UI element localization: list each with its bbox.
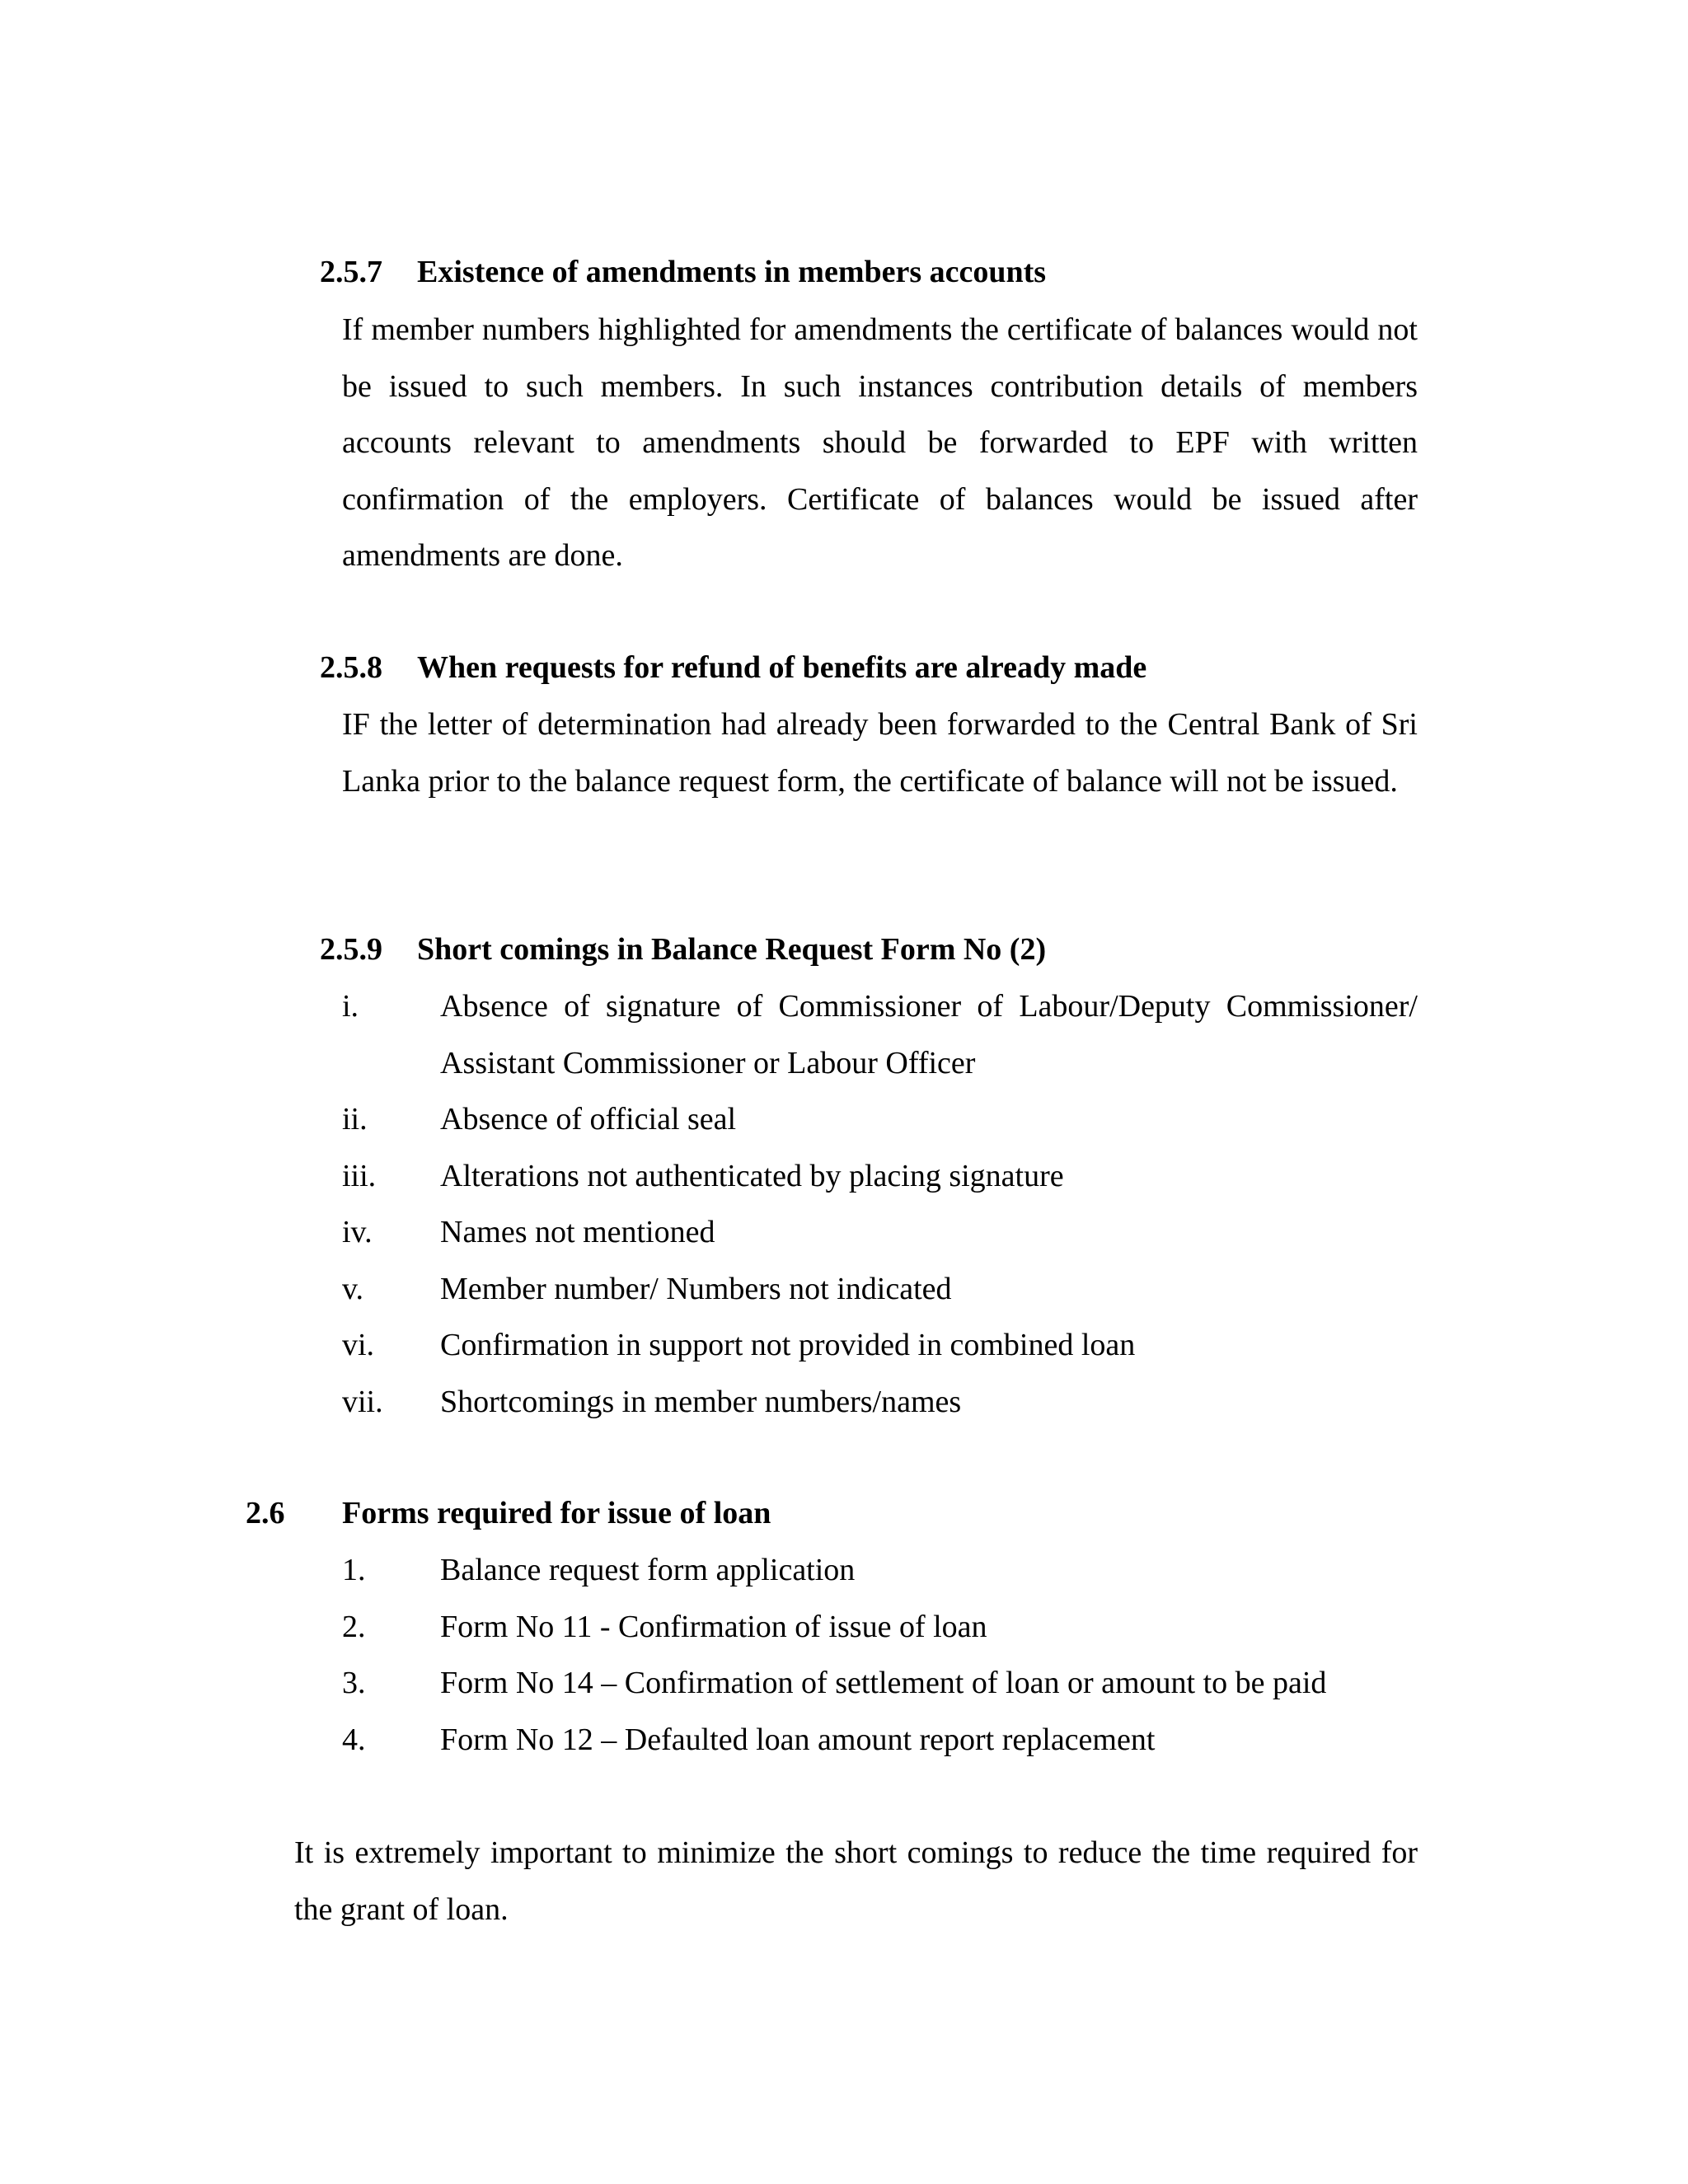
- section-number: 2.5.7: [320, 255, 382, 289]
- list-marker: i.: [342, 989, 359, 1024]
- section-2-5-7-body: If member numbers highlighted for amendments the certificate of balances would not be issued to such members. In such instances contribution details of members accounts relevant to amendments should be forwarded to EPF with written confirmation of the employers. Certificate of balances would be issued after amendments are done.: [342, 312, 1418, 573]
- list-marker: 2.: [342, 1609, 366, 1644]
- list-item: [342, 1712, 1418, 1769]
- list-item-text: Member number/ Numbers not indicated: [440, 1271, 952, 1306]
- list-marker: 4.: [342, 1722, 366, 1757]
- list-item-text: Absence of official seal: [440, 1102, 737, 1137]
- section-title: Forms required for issue of loan: [342, 1496, 771, 1530]
- section-title: When requests for refund of benefits are already made: [417, 650, 1147, 685]
- list-item-text: Form No 11 - Confirmation of issue of loan: [440, 1609, 987, 1644]
- list-marker: 3.: [342, 1666, 366, 1700]
- list-item-text: Form No 14 – Confirmation of settlement of loan or amount to be paid: [440, 1666, 1327, 1700]
- list-marker: vi.: [342, 1328, 375, 1362]
- list-item: [342, 1148, 1418, 1205]
- section-title: Existence of amendments in members accounts: [417, 255, 1047, 289]
- list-marker: vii.: [342, 1384, 383, 1419]
- list-marker: v.: [342, 1271, 364, 1306]
- list-item: [342, 1261, 1418, 1318]
- list-item: [342, 1091, 1418, 1148]
- section-number: 2.5.9: [320, 932, 382, 967]
- list-item-text: Names not mentioned: [440, 1215, 715, 1249]
- list-item-text: Absence of signature of Commissioner of Labour/Deputy Commissioner/ Assistant Commissioner or Labour Officer: [440, 989, 1418, 1080]
- list-marker: iii.: [342, 1158, 377, 1193]
- list-item: [342, 1599, 1418, 1656]
- list-item: [342, 978, 1418, 1091]
- section-number: 2.6: [246, 1496, 285, 1530]
- shortcomings-list: [342, 978, 1418, 1430]
- list-item: [342, 1655, 1418, 1712]
- list-item: [342, 1317, 1418, 1374]
- section-2-5-8-body: IF the letter of determination had already been forwarded to the Central Bank of Sri Lanka prior to the balance request form, the certificate of balance will not be issued.: [342, 707, 1418, 799]
- list-marker: 1.: [342, 1553, 366, 1587]
- section-title: Short comings in Balance Request Form No (2): [417, 932, 1047, 967]
- list-item: [342, 1204, 1418, 1261]
- list-item: [342, 1542, 1418, 1599]
- section-number: 2.5.8: [320, 650, 382, 685]
- list-marker: ii.: [342, 1102, 368, 1137]
- forms-list: [342, 1542, 1418, 1768]
- list-item-text: Confirmation in support not provided in combined loan: [440, 1328, 1136, 1362]
- list-item: [342, 1374, 1418, 1431]
- list-item-text: Balance request form application: [440, 1553, 856, 1587]
- list-item-text: Alterations not authenticated by placing signature: [440, 1158, 1064, 1193]
- list-item-text: Shortcomings in member numbers/names: [440, 1384, 962, 1419]
- list-marker: iv.: [342, 1215, 373, 1249]
- list-item-text: Form No 12 – Defaulted loan amount report replacement: [440, 1722, 1156, 1757]
- closing-paragraph: It is extremely important to minimize the short comings to reduce the time required for the grant of loan.: [294, 1835, 1418, 1927]
